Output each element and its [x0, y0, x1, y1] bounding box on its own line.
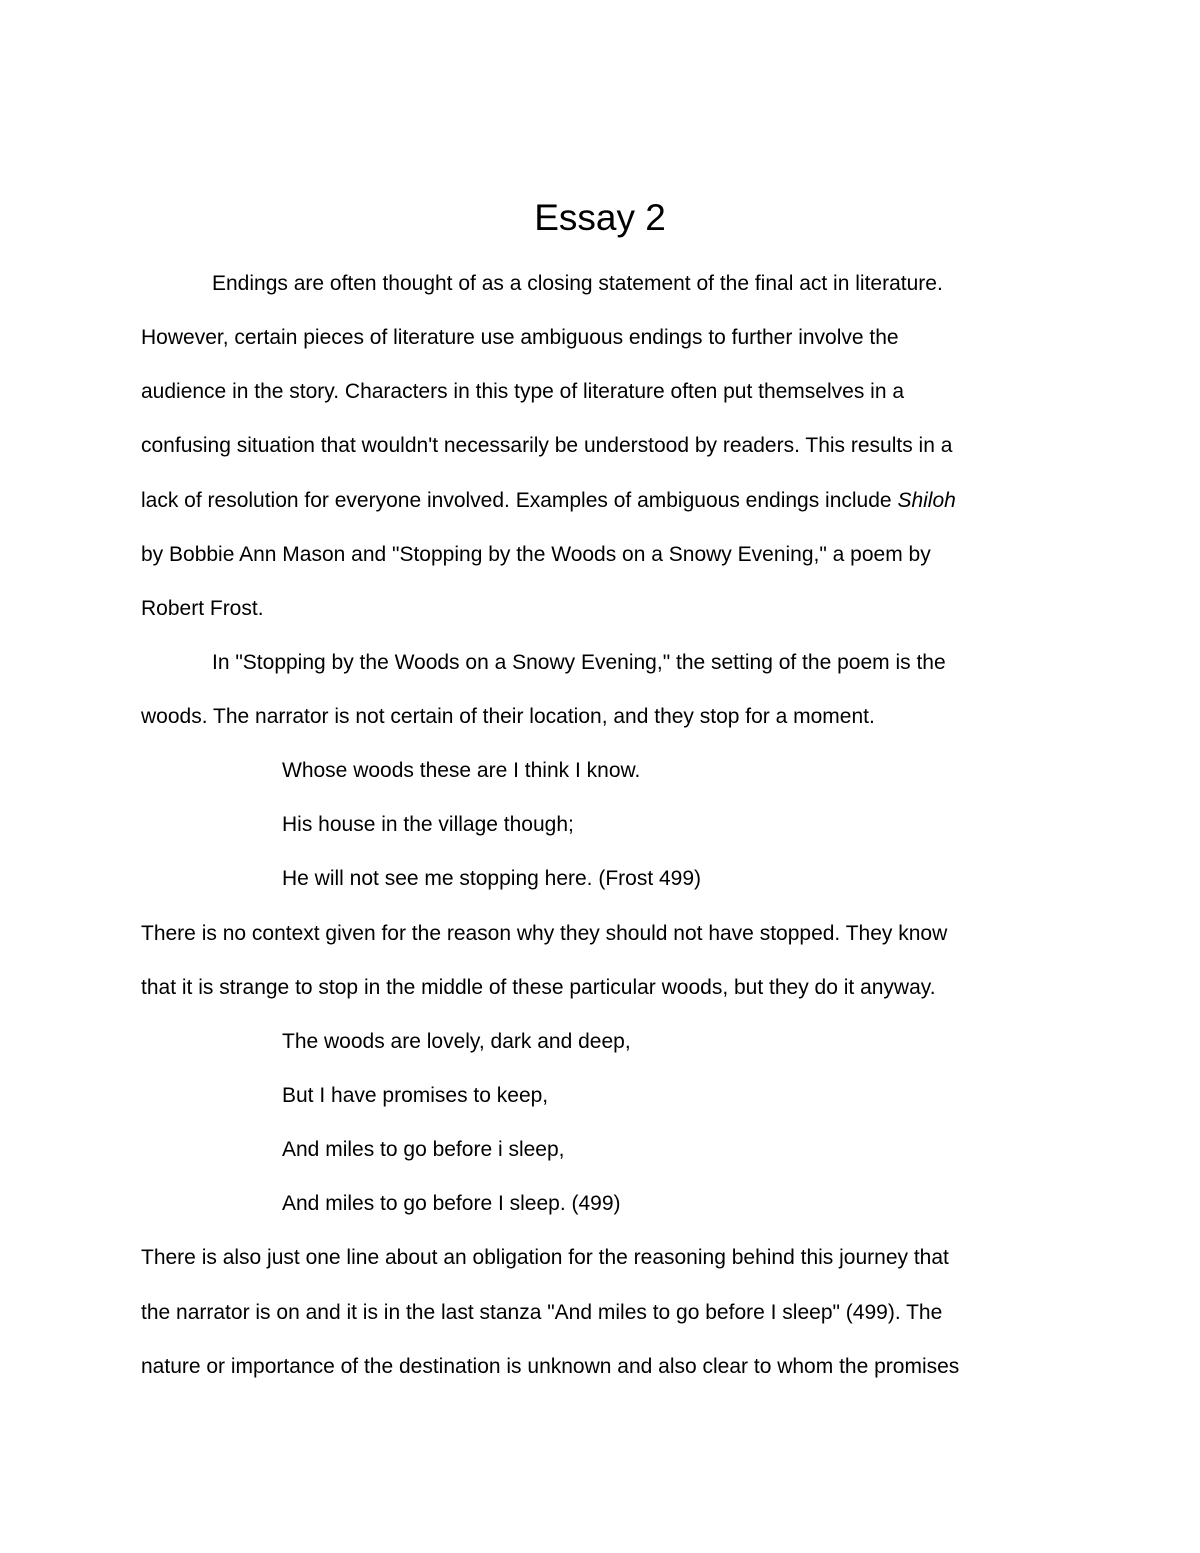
quote-line: His house in the village though;	[282, 813, 574, 836]
paragraph-line: In "Stopping by the Woods on a Snowy Evening," the setting of the poem is the	[212, 651, 946, 674]
paragraph-line: audience in the story. Characters in this type of literature often put themselves in a	[141, 380, 905, 403]
paragraph-line: confusing situation that wouldn't necessarily be understood by readers. This results in a	[141, 434, 953, 457]
quote-line: Whose woods these are I think I know.	[282, 759, 641, 782]
page-title: Essay 2	[534, 197, 666, 238]
quote-line: And miles to go before I sleep. (499)	[282, 1192, 621, 1215]
quote-line: But I have promises to keep,	[282, 1084, 549, 1107]
paragraph-line: There is also just one line about an obligation for the reasoning behind this journey that	[141, 1246, 949, 1269]
quote-line: The woods are lovely, dark and deep,	[282, 1030, 631, 1053]
paragraph-line: Endings are often thought of as a closing statement of the final act in literature.	[212, 272, 943, 295]
paragraph-line: However, certain pieces of literature use ambiguous endings to further involve the	[141, 326, 899, 349]
quote-line: He will not see me stopping here. (Frost 499)	[282, 867, 702, 890]
paragraph-line: the narrator is on and it is in the last stanza "And miles to go before I sleep" (499). The	[141, 1301, 943, 1324]
paragraph-text: lack of resolution for everyone involved. Examples of ambiguous endings include	[141, 489, 898, 512]
paragraph-line: by Bobbie Ann Mason and "Stopping by the Woods on a Snowy Evening," a poem by	[141, 543, 931, 566]
paragraph-line: There is no context given for the reason why they should not have stopped. They know	[141, 922, 948, 945]
paragraph-line: that it is strange to stop in the middle of these particular woods, but they do it anyway.	[141, 976, 936, 999]
paragraph-line: woods. The narrator is not certain of their location, and they stop for a moment.	[141, 705, 875, 728]
paragraph-line: Robert Frost.	[141, 597, 264, 620]
paragraph-line	[141, 486, 956, 516]
book-title-shiloh: Shiloh	[897, 489, 956, 512]
quote-line: And miles to go before i sleep,	[282, 1138, 565, 1161]
paragraph-line: nature or importance of the destination is unknown and also clear to whom the promises	[141, 1355, 960, 1378]
